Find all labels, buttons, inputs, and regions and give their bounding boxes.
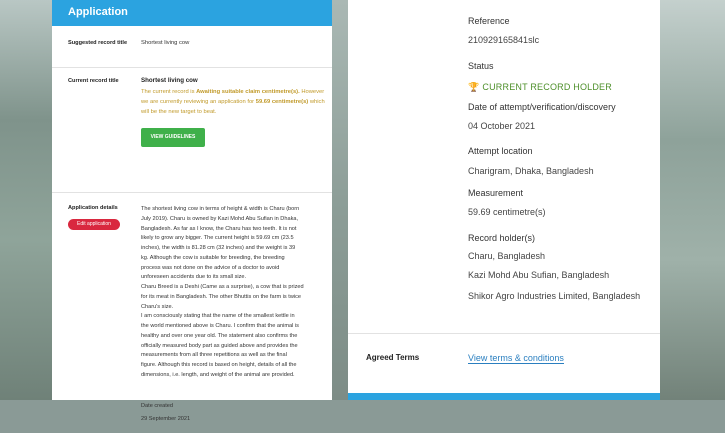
details-line: I am consciously stating that the name of the smallest kettle in <box>141 313 295 320</box>
status-label: Status <box>468 61 494 71</box>
notice-mid: However we are currently reviewing an application for <box>141 89 325 105</box>
measurement-label: Measurement <box>468 188 524 198</box>
measurement-value: 59.69 centimetre(s) <box>468 207 546 217</box>
details-line: The shortest living cow in terms of height & width is Charu (born <box>141 206 300 212</box>
record-holders-label: Record holder(s) <box>468 233 536 243</box>
background-left <box>0 0 60 400</box>
details-line: Charu Breed is a Deshi (Came as a surprise), a cow that is prized <box>141 284 304 290</box>
trophy-icon: 🏆 <box>468 82 480 92</box>
current-record-notice <box>141 88 327 117</box>
details-line: healthy and over one year old. The statement also confirms the <box>141 332 298 339</box>
date-attempt-value: 04 October 2021 <box>468 121 536 131</box>
bottom-accent-bar <box>348 393 660 400</box>
current-title-row <box>52 68 332 193</box>
details-line: Bangladesh. As far as I know, the Charu has two teeth. It is not <box>141 225 297 232</box>
current-title-label: Current record title <box>68 78 119 84</box>
details-line: likely to grow any bigger. The current height is 59.69 cm (23.5 <box>141 235 294 242</box>
date-attempt-label: Date of attempt/verification/discovery <box>468 102 616 112</box>
notice-status: Awaiting suitable claim centimetre(s). <box>196 89 300 95</box>
date-created-value: 29 September 2021 <box>141 416 191 422</box>
details-line: kg. Although the cow is suitable for breeding, the breeding <box>141 254 285 261</box>
suggested-title-value: Shortest living cow <box>141 40 190 46</box>
details-line: officially measured body part as guided above and provides the <box>141 342 298 349</box>
details-line: measurements from all three repetitions as well as the final <box>141 352 287 359</box>
background-right <box>659 0 725 400</box>
view-terms-link[interactable]: View terms & conditions <box>468 353 564 363</box>
notice-prefix: The current record is <box>141 89 197 95</box>
divider <box>348 333 660 334</box>
reference-label: Reference <box>468 16 510 26</box>
application-card <box>52 0 332 422</box>
details-line: for its meat in Bangladesh. The other Bhuttis on the farm is twice <box>141 293 302 300</box>
current-record-title: Shortest living cow <box>141 77 198 84</box>
details-line: process was not done on the advice of a doctor to avoid <box>141 264 280 271</box>
details-line: figure. Although this record is based on height, details of all the <box>141 362 297 368</box>
details-line: inches), the width is 81.28 cm (32 inches) and the weight is 39 <box>141 245 296 251</box>
location-value: Charigram, Dhaka, Bangladesh <box>468 166 594 176</box>
record-holder-item: Charu, Bangladesh <box>468 251 546 261</box>
record-holder-item: Shikor Agro Industries Limited, Bangladesh <box>468 291 641 301</box>
edit-application-button[interactable]: Edit application <box>68 219 120 230</box>
details-line: unforeseen accidents due to its small size. <box>141 274 247 281</box>
details-line: Charu's size. <box>141 303 174 310</box>
details-line: the world mentioned above is Charu. I confirm that the animal is <box>141 323 299 329</box>
application-details-text <box>141 205 329 381</box>
location-label: Attempt location <box>468 146 533 156</box>
record-holder-item: Kazi Mohd Abu Sufian, Bangladesh <box>468 270 610 280</box>
agreed-terms-label: Agreed Terms <box>366 353 420 362</box>
details-line: July 2019). Charu is owned by Kazi Mohd Abu Sufian in Dhaka, <box>141 215 299 222</box>
application-header: Application <box>52 0 332 26</box>
status-value <box>468 82 612 93</box>
date-created-label: Date created <box>141 403 174 409</box>
reference-value: 210929165841slc <box>468 35 540 45</box>
application-details-label: Application details <box>68 205 118 211</box>
record-info-card <box>348 0 660 400</box>
background-middle <box>330 0 348 400</box>
suggested-title-row <box>52 26 332 68</box>
status-text: CURRENT RECORD HOLDER <box>482 82 612 92</box>
view-guidelines-button[interactable]: VIEW GUIDELINES <box>141 128 205 147</box>
notice-suffix: which will be the new target to beat. <box>141 98 325 115</box>
notice-value: 59.69 centimetre(s) <box>255 98 309 105</box>
details-line: dimensions, i.e. length, and weight of the animal are provided. <box>141 371 295 378</box>
application-details-row <box>52 193 332 433</box>
suggested-title-label: Suggested record title <box>68 40 128 46</box>
